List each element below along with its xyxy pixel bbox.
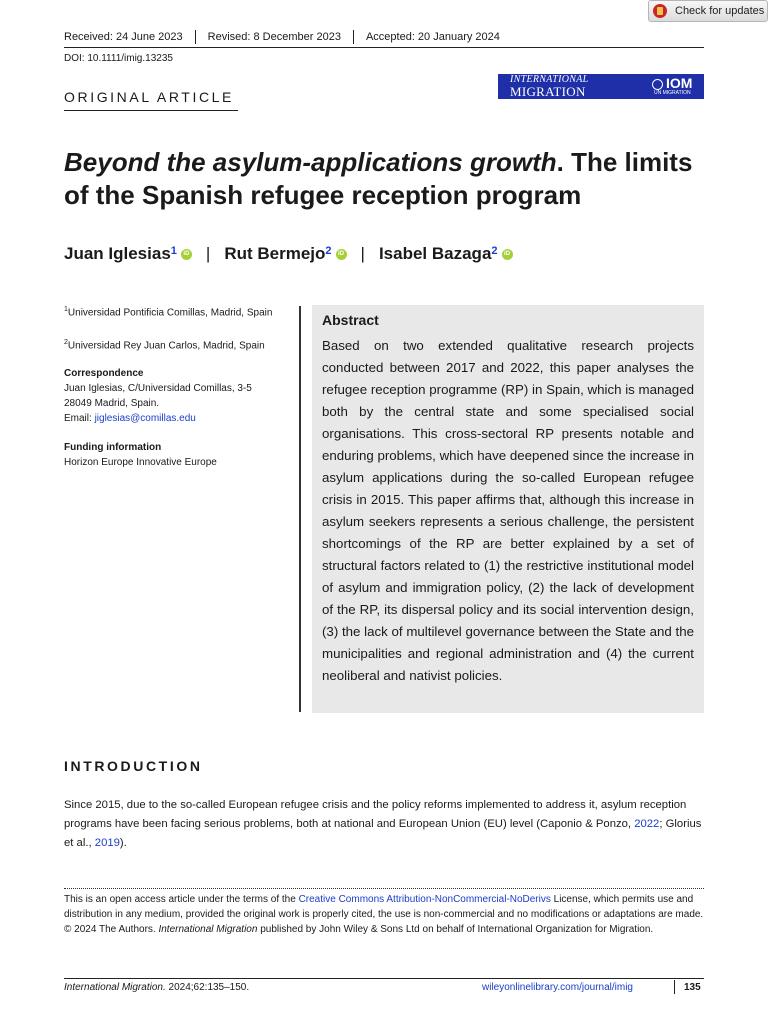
intro-text: ; Glorius et al.,	[64, 818, 702, 849]
citation-link[interactable]: 2019	[94, 837, 120, 849]
affiliation-text: Universidad Pontificia Comillas, Madrid, Spain	[67, 307, 273, 319]
orcid-icon[interactable]: iD	[502, 249, 513, 260]
check-for-updates-label: Check for updates	[675, 5, 765, 17]
orcid-icon[interactable]: iD	[336, 249, 347, 260]
affiliation-marker: 1	[64, 306, 68, 313]
journal-logo-line1: INTERNATIONAL	[510, 74, 589, 85]
iom-globe-icon	[652, 79, 663, 90]
title-italic-part: Beyond the asylum-applications growth	[64, 147, 557, 177]
divider	[353, 30, 354, 44]
intro-text: Since 2015, due to the so-called European refugee crisis and the policy reforms implemented to address it, asylum reception programs have been facing serious problems, both at national and European Union (EU) level (Caponio & Ponzo,	[64, 799, 687, 830]
affiliation-1	[64, 302, 296, 320]
license-text: This is an open access article under the terms of the	[64, 894, 299, 905]
funding-block	[64, 440, 296, 470]
author-affiliation-marker[interactable]: 1	[170, 245, 177, 257]
correspondence-block	[64, 366, 296, 426]
abstract-text: Based on two extended qualitative research projects conducted between 2017 and 2022, this paper analyses the refugee reception programme (RP) in Spain, which is managed both by the central state and some specialised social organisations. This cross-sectoral RP presents notable and enduring problems, which have deepened since the increase in asylum applications during the so-called European refugee crisis in 2015. This paper affirms that, although this increase in asylum seekers represents a serious challenge, the persistent shortcomings of the RP are better explained by a set of structural factors related to (1) the restrictive institutional model of asylum and immigration policy, (2) the lack of development of the RP, its dispersal policy and its social intervention design, (3) the lack of multilevel governance between the State and the municipalities and regional administration and (4) the current neoliberal and nativist policies.	[322, 338, 694, 683]
license-text: License, which permits use and distribution in any medium, provided the original work is properly cited, the use is non-commercial and no modifications or adaptations are made.	[64, 894, 704, 920]
affiliation-2	[64, 335, 296, 353]
license-paragraph	[64, 892, 704, 922]
footer-journal-url[interactable]: wileyonlinelibrary.com/journal/imig	[482, 982, 633, 993]
affiliation-text: Universidad Rey Juan Carlos, Madrid, Spain	[67, 340, 265, 352]
abstract-heading: Abstract	[322, 312, 379, 328]
citation-link[interactable]: 2022	[634, 818, 660, 830]
copyright-text: © 2024 The Authors.	[64, 924, 159, 935]
crossmark-icon	[653, 4, 667, 18]
header-rule	[64, 47, 704, 48]
check-for-updates-button[interactable]	[648, 0, 768, 22]
author-list	[64, 244, 513, 264]
copyright-journal: International Migration	[158, 924, 258, 935]
author-affiliation-marker[interactable]: 2	[325, 245, 332, 257]
author-separator: |	[360, 244, 365, 263]
correspondence-email-line	[64, 411, 296, 426]
author-name[interactable]: Juan Iglesias	[64, 244, 171, 263]
journal-logo-line2: MIGRATION	[510, 84, 586, 99]
revised-date: Revised: 8 December 2023	[207, 31, 341, 43]
divider	[195, 30, 196, 44]
affiliation-marker: 2	[64, 339, 68, 346]
funding-text: Horizon Europe Innovative Europe	[64, 457, 217, 468]
iom-logo-subtext: UN MIGRATION	[654, 90, 691, 96]
correspondence-heading: Correspondence	[64, 368, 144, 379]
correspondence-line: 28049 Madrid, Spain.	[64, 398, 160, 409]
article-type: ORIGINAL ARTICLE	[64, 89, 234, 105]
copyright-paragraph	[64, 922, 704, 937]
article-title	[64, 146, 704, 212]
introduction-heading: INTRODUCTION	[64, 758, 203, 774]
email-label: Email:	[64, 413, 95, 424]
license-notice	[64, 892, 704, 937]
copyright-text: published by John Wiley & Sons Ltd on behalf of International Organization for Migration.	[257, 924, 654, 935]
journal-logo[interactable]	[498, 74, 704, 99]
iom-logo-text: IOM	[666, 75, 693, 91]
intro-text: ).	[119, 837, 127, 849]
accepted-date: Accepted: 20 January 2024	[365, 31, 500, 43]
doi[interactable]: DOI: 10.1111/imig.13235	[64, 53, 173, 64]
footer-citation	[64, 982, 249, 993]
title-rest: . The limits of the Spanish refugee reception program	[64, 147, 693, 210]
author-affiliation-marker[interactable]: 2	[491, 245, 498, 257]
correspondence-line: Juan Iglesias, C/Universidad Comillas, 3-5	[64, 383, 252, 394]
received-date: Received: 24 June 2023	[64, 31, 183, 43]
page-number: 135	[684, 982, 701, 993]
license-rule	[64, 888, 704, 889]
email-link[interactable]: jiglesias@comillas.edu	[94, 413, 196, 424]
author-name[interactable]: Isabel Bazaga	[378, 244, 492, 263]
author-separator: |	[205, 244, 211, 263]
article-type-rule	[64, 110, 238, 111]
column-divider	[299, 306, 301, 712]
footer-volume: 2024;62:135–150.	[165, 982, 250, 993]
article-dates	[64, 30, 500, 44]
footer-rule	[64, 978, 704, 979]
footer-journal: International Migration.	[64, 982, 166, 993]
abstract-box	[312, 305, 704, 713]
introduction-paragraph	[64, 796, 704, 853]
author-name[interactable]: Rut Bermejo	[224, 244, 326, 263]
funding-heading: Funding information	[64, 442, 162, 453]
cc-license-link[interactable]: Creative Commons Attribution-NonCommercial-NoDerivs	[298, 894, 551, 905]
footer-divider	[674, 980, 675, 994]
orcid-icon[interactable]: iD	[181, 249, 192, 260]
